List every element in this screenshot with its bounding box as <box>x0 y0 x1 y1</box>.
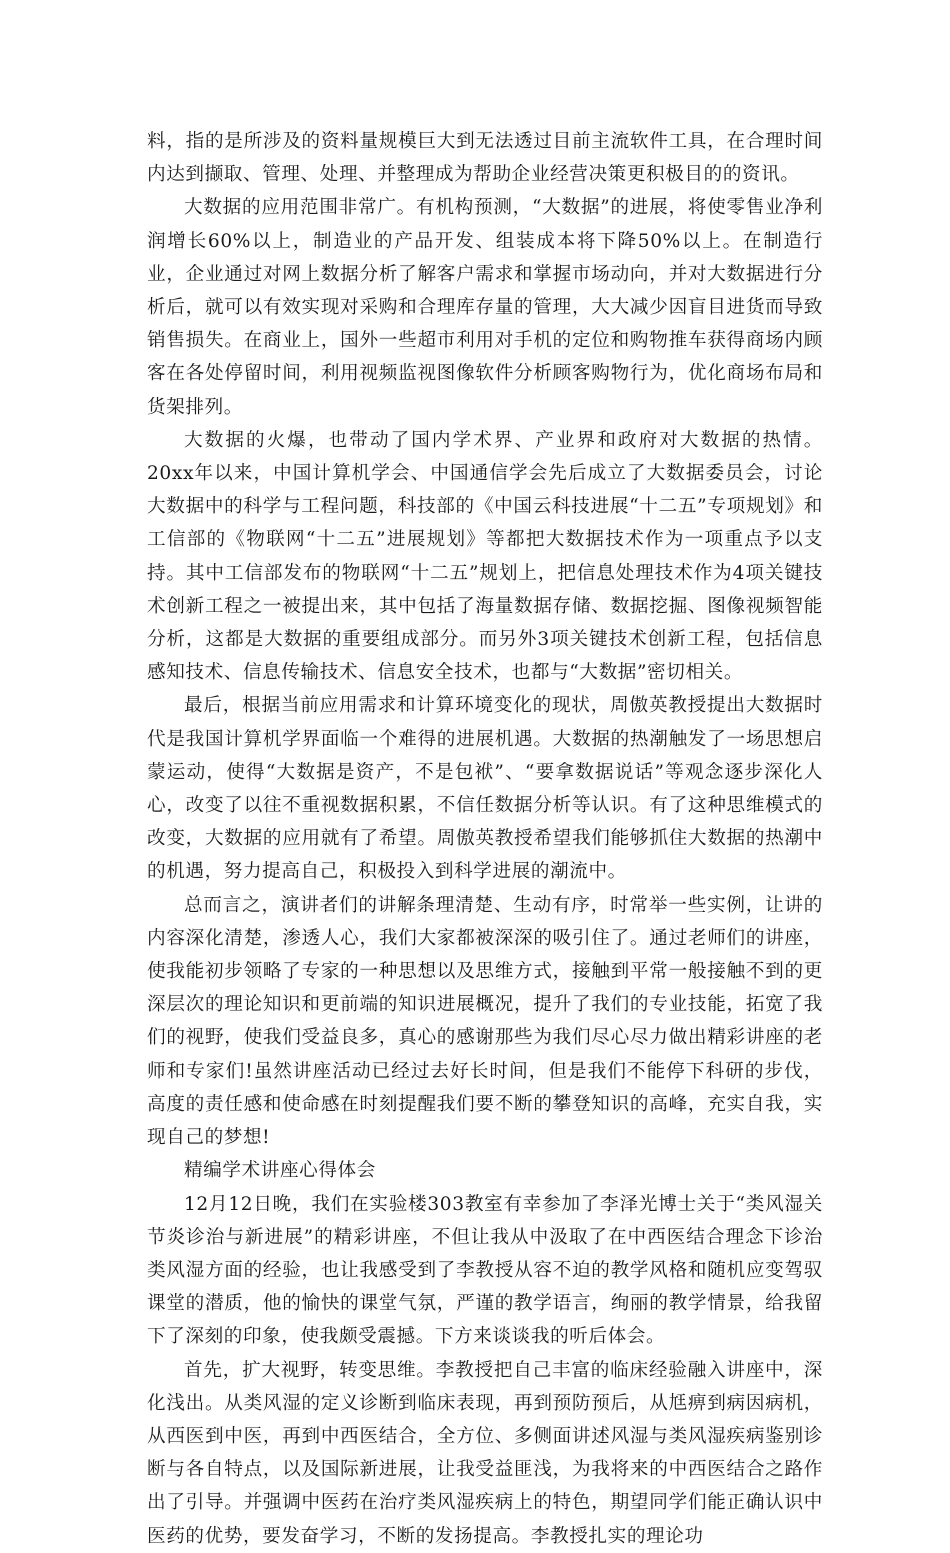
document-body <box>147 125 823 1553</box>
paragraph-summary: 总而言之，演讲者们的讲解条理清楚、生动有序，时常举一些实例，让讲的内容深化清楚，渗透人心，我们大家都被深深的吸引住了。通过老师们的讲座，使我能初步领略了专家的一种思想以及思维方式，接触到平常一般接触不到的更深层次的理论知识和更前端的知识进展概况，提升了我们的专业技能，拓宽了我们的视野，使我们受益良多，真心的感谢那些为我们尽心尽力做出精彩讲座的老师和专家们!虽然讲座活动已经过去好长时间，但是我们不能停下科研的步伐，高度的责任感和使命感在时刻提醒我们要不断的攀登知识的高峰，充实自我，实现自己的梦想! <box>147 894 823 1149</box>
paragraph-conclusion-zhou: 最后，根据当前应用需求和计算环境变化的现状，周傲英教授提出大数据时代是我国计算机学界面临一个难得的进展机遇。大数据的热潮触发了一场思想启蒙运动，使得“大数据是资产，不是包袱”、“要拿数据说话”等观念逐步深化人心，改变了以往不重视数据积累，不信任数据分析等认识。有了这种思维模式的改变，大数据的应用就有了希望。周傲英教授希望我们能够抓住大数据的热潮中的机遇，努力提高自己，积极投入到科学进展的潮流中。 <box>147 695 823 883</box>
paragraph-lecture-intro: 12月12日晚，我们在实验楼303教室有幸参加了李泽光博士关于“类风湿关节炎诊治与新进展”的精彩讲座，不但让我从中汲取了在中西医结合理念下诊治类风湿方面的经验，也让我感受到了李教授从容不迫的教学风格和随机应变驾驭课堂的潜质，他的愉快的课堂气氛，严谨的教学语言，绚丽的教学情景，给我留下了深刻的印象，使我颇受震撼。下方来谈谈我的听后体会。 <box>147 1193 823 1348</box>
paragraph-continuation: 料，指的是所涉及的资料量规模巨大到无法透过目前主流软件工具，在合理时间内达到撷取、管理、处理、并整理成为帮助企业经营决策更积极目的的资讯。 <box>147 131 823 186</box>
paragraph-big-data-popularity: 大数据的火爆，也带动了国内学术界、产业界和政府对大数据的热情。20xx年以来，中国计算机学会、中国通信学会先后成立了大数据委员会，讨论大数据中的科学与工程问题，科技部的《中国云科技进展“十二五”专项规划》和工信部的《物联网“十二五”进展规划》等都把大数据技术作为一项重点予以支持。其中工信部发布的物联网“十二五”规划上，把信息处理技术作为4项关键技术创新工程之一被提出来，其中包括了海量数据存储、数据挖掘、图像视频智能分析，这都是大数据的重要组成部分。而另外3项关键技术创新工程，包括信息感知技术、信息传输技术、信息安全技术，也都与“大数据”密切相关。 <box>147 429 823 684</box>
paragraph-big-data-applications: 大数据的应用范围非常广。有机构预测，“大数据”的进展，将使零售业净利润增长60%以上，制造业的产品开发、组装成本将下降50%以上。在制造行业，企业通过对网上数据分析了解客户需求和掌握市场动向，并对大数据进行分析后，就可以有效实现对采购和合理库存量的管理，大大减少因盲目进货而导致销售损失。在商业上，国外一些超市利用对手机的定位和购物推车获得商场内顾客在各处停留时间，利用视频监视图像软件分析顾客购物行为，优化商场布局和货架排列。 <box>147 197 823 418</box>
paragraph-first-point: 首先，扩大视野，转变思维。李教授把自己丰富的临床经验融入讲座中，深化浅出。从类风湿的定义诊断到临床表现，再到预防预后，从尪痹到病因病机，从西医到中医，再到中西医结合，全方位、多侧面讲述风湿与类风湿疾病鉴别诊断与各自特点，以及国际新进展，让我受益匪浅，为我将来的中西医结合之路作出了引导。并强调中医药在治疗类风湿疾病上的特色，期望同学们能正确认识中医药的优势，要发奋学习，不断的发扬提高。李教授扎实的理论功 <box>147 1359 823 1547</box>
section-title: 精编学术讲座心得体会 <box>184 1160 376 1182</box>
